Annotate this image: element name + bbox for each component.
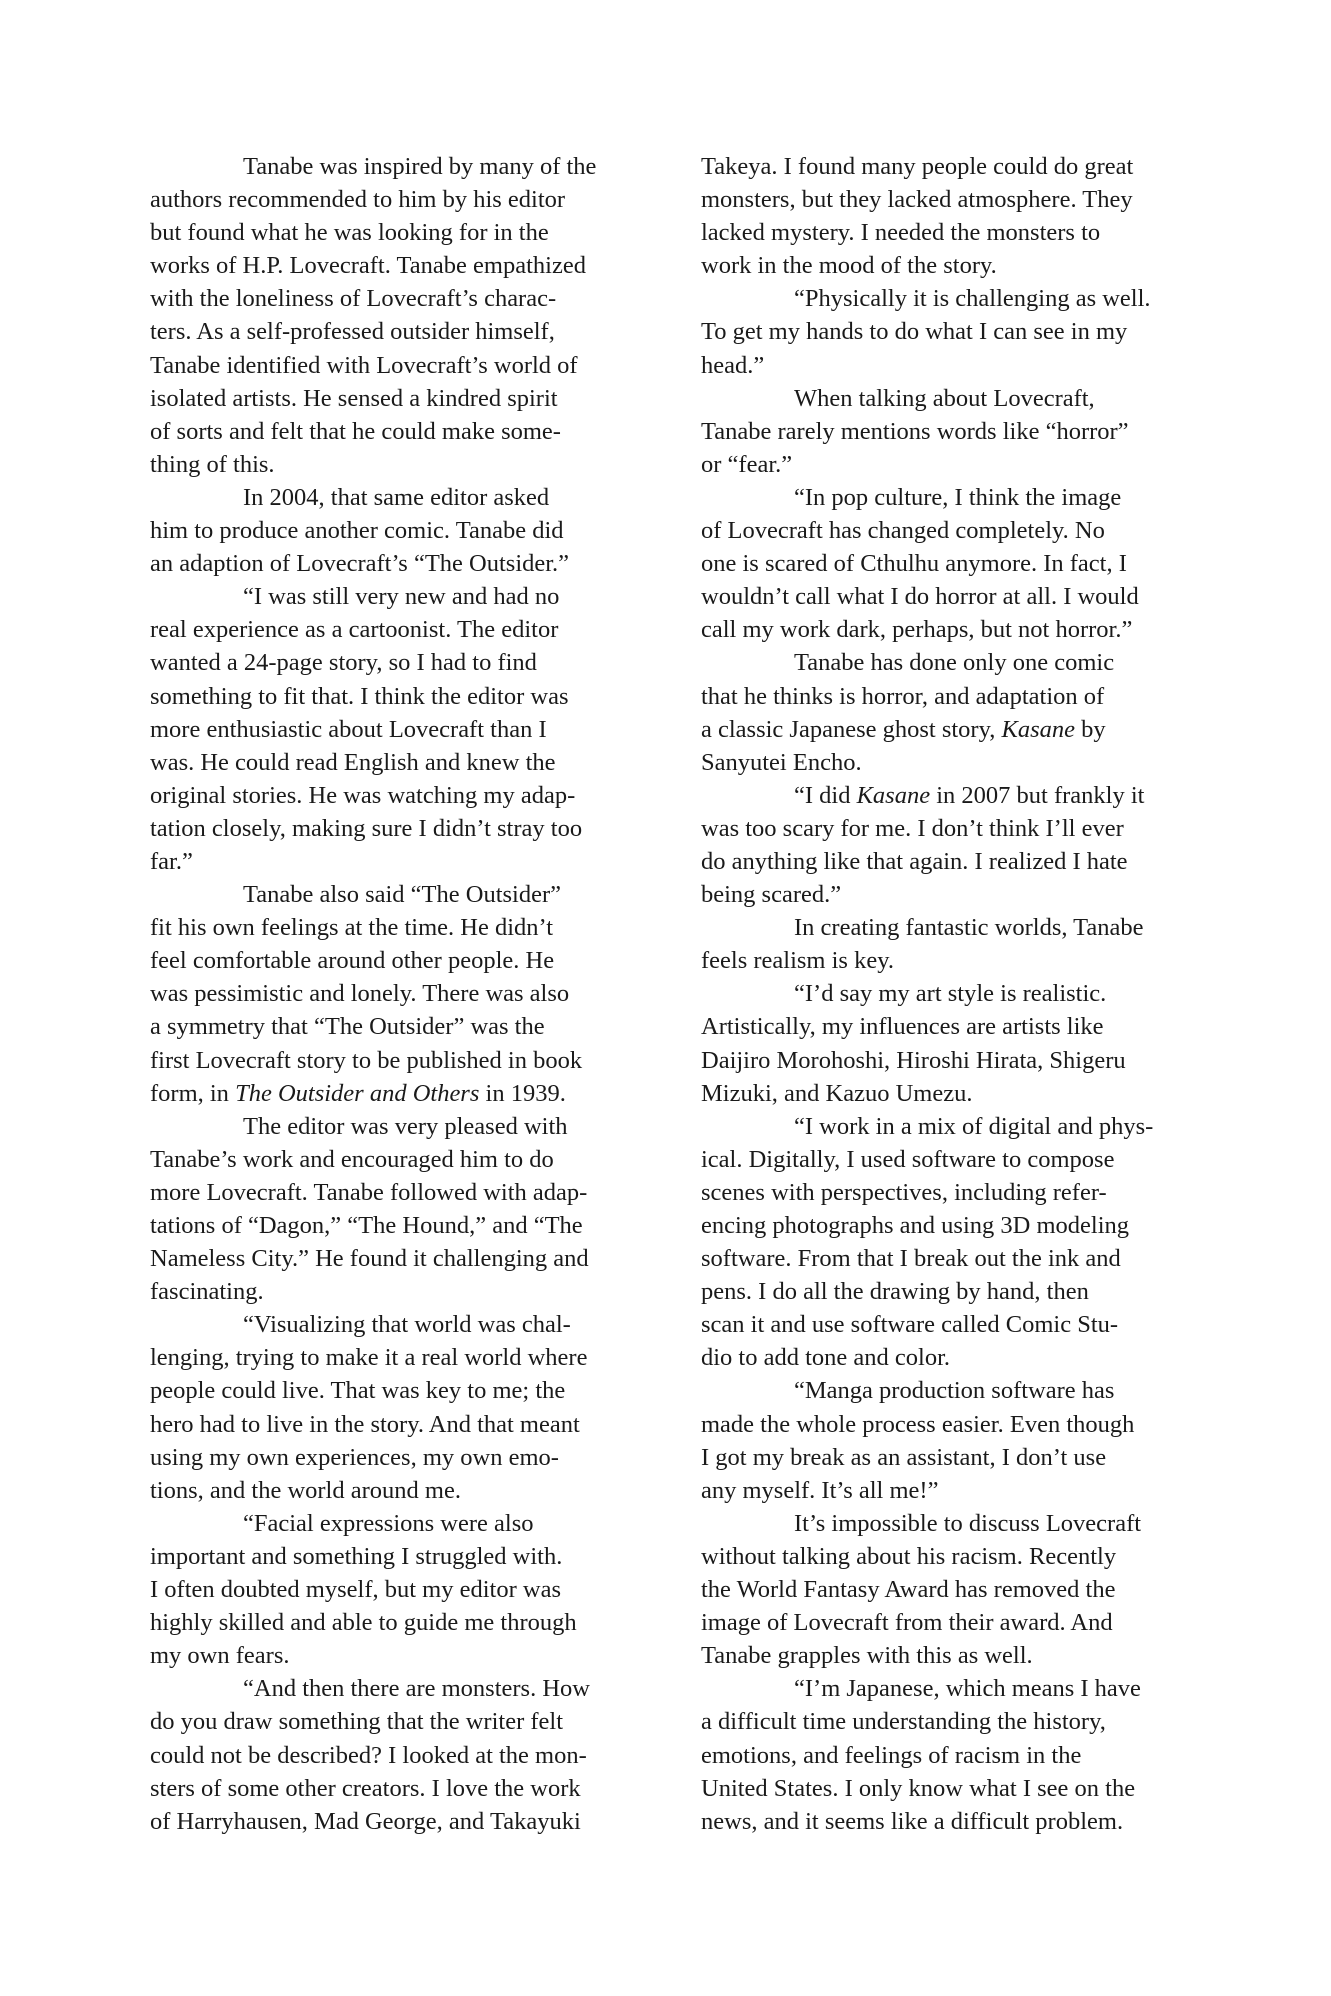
text-line: “I work in a mix of digital and phys- [794, 1112, 1154, 1140]
paragraph [150, 1308, 650, 1507]
text-line: using my own experiences, my own emo- [150, 1443, 559, 1471]
paragraph [701, 911, 1201, 977]
text-line: original stories. He was watching my adap- [150, 781, 576, 809]
text-line: Tanabe’s work and encouraged him to do [150, 1145, 554, 1173]
text-line: feel comfortable around other people. He [150, 947, 555, 975]
paragraph [150, 150, 650, 481]
text-line: pens. I do all the drawing by hand, then [701, 1278, 1089, 1306]
text-line: “Facial expressions were also [243, 1509, 534, 1537]
text-line: Tanabe rarely mentions words like “horror” [701, 417, 1129, 445]
text-line: Tanabe also said “The Outsider” [243, 881, 562, 909]
paragraph [150, 580, 650, 878]
text-line: Takeya. I found many people could do great [701, 153, 1134, 180]
text-line: Tanabe grapples with this as well. [701, 1642, 1033, 1670]
paragraph [701, 977, 1201, 1109]
text-line: fascinating. [150, 1278, 264, 1306]
text-segment: a classic Japanese ghost story, [701, 715, 1002, 743]
text-line: made the whole process easier. Even though [701, 1410, 1135, 1438]
text-line: first Lovecraft story to be published in book [150, 1046, 583, 1074]
text-line: authors recommended to him by his editor [150, 186, 566, 214]
text-line: any myself. It’s all me!” [701, 1476, 939, 1504]
text-line: tation closely, making sure I didn’t stray too [150, 814, 583, 842]
text-segment: “I did [794, 781, 857, 809]
text-line [701, 713, 1201, 746]
text-line: To get my hands to do what I can see in my [701, 318, 1128, 346]
text-line: do you draw something that the writer felt [150, 1708, 563, 1736]
text-line: “Physically it is challenging as well. [794, 285, 1151, 313]
text-line: fit his own feelings at the time. He didn’t [150, 914, 554, 942]
text-line: of Lovecraft has changed completely. No [701, 517, 1105, 545]
text-line: lenging, trying to make it a real world where [150, 1344, 588, 1372]
text-line: the World Fantasy Award has removed the [701, 1576, 1116, 1604]
text-line: tions, and the world around me. [150, 1476, 461, 1504]
text-line: “Visualizing that world was chal- [243, 1311, 571, 1339]
text-line: being scared.” [701, 881, 842, 909]
text-line: Tanabe has done only one comic [794, 649, 1115, 677]
text-line: isolated artists. He sensed a kindred spirit [150, 384, 558, 412]
paragraph [701, 1672, 1201, 1837]
text-line: image of Lovecraft from their award. And [701, 1609, 1113, 1637]
paragraph [150, 878, 650, 1110]
text-line: Tanabe was inspired by many of the [243, 153, 597, 180]
text-line: “I’m Japanese, which means I have [794, 1675, 1141, 1703]
text-line: one is scared of Cthulhu anymore. In fact, I [701, 550, 1127, 578]
paragraph [701, 382, 1201, 481]
text-line: Sanyutei Encho. [701, 748, 862, 776]
italic-title: Kasane [856, 781, 931, 809]
text-line: wouldn’t call what I do horror at all. I would [701, 583, 1139, 611]
text-line: sters of some other creators. I love the work [150, 1774, 581, 1802]
text-line: “I’d say my art style is realistic. [794, 980, 1107, 1008]
text-line: “I was still very new and had no [243, 583, 560, 611]
text-line: people could live. That was key to me; the [150, 1377, 566, 1405]
text-line: It’s impossible to discuss Lovecraft [794, 1509, 1142, 1537]
right-column [701, 150, 1201, 1838]
text-segment: in 1939. [479, 1079, 566, 1107]
text-line: or “fear.” [701, 450, 793, 478]
text-line: scan it and use software called Comic Stu- [701, 1311, 1119, 1339]
text-line: was too scary for me. I don’t think I’ll ever [701, 814, 1124, 842]
text-line: important and something I struggled with. [150, 1542, 563, 1570]
text-line: that he thinks is horror, and adaptation of [701, 682, 1105, 710]
text-line: Mizuki, and Kazuo Umezu. [701, 1079, 973, 1107]
text-line: without talking about his racism. Recently [701, 1542, 1117, 1570]
text-line: feels realism is key. [701, 947, 894, 975]
text-line: head.” [701, 351, 765, 379]
text-line: real experience as a cartoonist. The editor [150, 616, 559, 644]
text-line: “Manga production software has [794, 1377, 1115, 1405]
text-line: an adaption of Lovecraft’s “The Outsider.” [150, 550, 570, 578]
left-column [150, 150, 650, 1838]
text-line [150, 1077, 650, 1110]
text-line: could not be described? I looked at the mon- [150, 1741, 587, 1769]
text-line: with the loneliness of Lovecraft’s charac- [150, 285, 557, 313]
text-line: United States. I only know what I see on the [701, 1774, 1136, 1802]
text-line: ters. As a self-professed outsider himself, [150, 318, 555, 346]
text-line: of sorts and felt that he could make some- [150, 417, 561, 445]
text-line: wanted a 24-page story, so I had to find [150, 649, 537, 677]
text-line: emotions, and feelings of racism in the [701, 1741, 1082, 1769]
text-line: a difficult time understanding the history, [701, 1708, 1106, 1736]
paragraph [701, 1374, 1201, 1506]
text-line: far.” [150, 847, 193, 875]
text-line: hero had to live in the story. And that meant [150, 1410, 580, 1438]
text-line: a symmetry that “The Outsider” was the [150, 1013, 545, 1041]
text-line: news, and it seems like a difficult problem. [701, 1807, 1124, 1835]
text-line: software. From that I break out the ink and [701, 1245, 1121, 1273]
text-line: Tanabe identified with Lovecraft’s world of [150, 351, 578, 379]
text-line: call my work dark, perhaps, but not horror.” [701, 616, 1133, 644]
text-line: I got my break as an assistant, I don’t use [701, 1443, 1107, 1471]
paragraph [701, 1507, 1201, 1672]
text-line: “In pop culture, I think the image [794, 483, 1122, 511]
text-line: highly skilled and able to guide me through [150, 1609, 577, 1637]
paragraph [701, 646, 1201, 778]
text-line: tations of “Dagon,” “The Hound,” and “The [150, 1212, 583, 1239]
text-line: ical. Digitally, I used software to compose [701, 1145, 1115, 1173]
text-line: When talking about Lovecraft, [794, 384, 1095, 412]
italic-title: Kasane [1001, 715, 1075, 743]
paragraph [150, 1672, 650, 1837]
text-segment: in 2007 but frankly it [930, 781, 1145, 809]
text-line: Daijiro Morohoshi, Hiroshi Hirata, Shigeru [701, 1046, 1126, 1074]
text-line: I often doubted myself, but my editor was [150, 1576, 561, 1604]
text-line: Artistically, my influences are artists like [701, 1013, 1104, 1041]
text-line [701, 779, 1201, 812]
paragraph [701, 481, 1201, 646]
text-line: dio to add tone and color. [701, 1344, 951, 1372]
italic-title: The Outsider and Others [235, 1079, 480, 1107]
text-segment: form, in [150, 1079, 236, 1107]
paragraph [701, 1110, 1201, 1375]
text-line: works of H.P. Lovecraft. Tanabe empathized [150, 252, 586, 280]
paragraph [701, 282, 1201, 381]
text-line: him to produce another comic. Tanabe did [150, 517, 564, 545]
text-line: In creating fantastic worlds, Tanabe [794, 914, 1144, 942]
text-line: Nameless City.” He found it challenging and [150, 1245, 589, 1273]
text-line: but found what he was looking for in the [150, 219, 549, 247]
text-line: In 2004, that same editor asked [243, 483, 550, 511]
text-segment: by [1075, 715, 1106, 743]
text-line: thing of this. [150, 450, 275, 478]
text-line: work in the mood of the story. [701, 252, 997, 280]
text-line: monsters, but they lacked atmosphere. They [701, 186, 1133, 214]
paragraph [150, 481, 650, 580]
paragraph [701, 779, 1201, 911]
text-line: encing photographs and using 3D modeling [701, 1212, 1130, 1239]
text-line: The editor was very pleased with [243, 1112, 568, 1140]
text-line: more enthusiastic about Lovecraft than I [150, 715, 547, 743]
text-line: do anything like that again. I realized I hate [701, 847, 1128, 875]
text-line: more Lovecraft. Tanabe followed with adap- [150, 1178, 588, 1206]
text-line: was pessimistic and lonely. There was also [150, 980, 570, 1008]
paragraph [150, 1507, 650, 1672]
paragraph [150, 1110, 650, 1309]
text-line: “And then there are monsters. How [243, 1675, 590, 1703]
text-line: of Harryhausen, Mad George, and Takayuki [150, 1807, 581, 1835]
text-line: lacked mystery. I needed the monsters to [701, 219, 1101, 247]
paragraph [701, 150, 1201, 282]
text-line: something to fit that. I think the editor was [150, 682, 569, 710]
text-line: scenes with perspectives, including refer- [701, 1178, 1107, 1206]
text-line: was. He could read English and knew the [150, 748, 556, 776]
text-line: my own fears. [150, 1642, 290, 1670]
